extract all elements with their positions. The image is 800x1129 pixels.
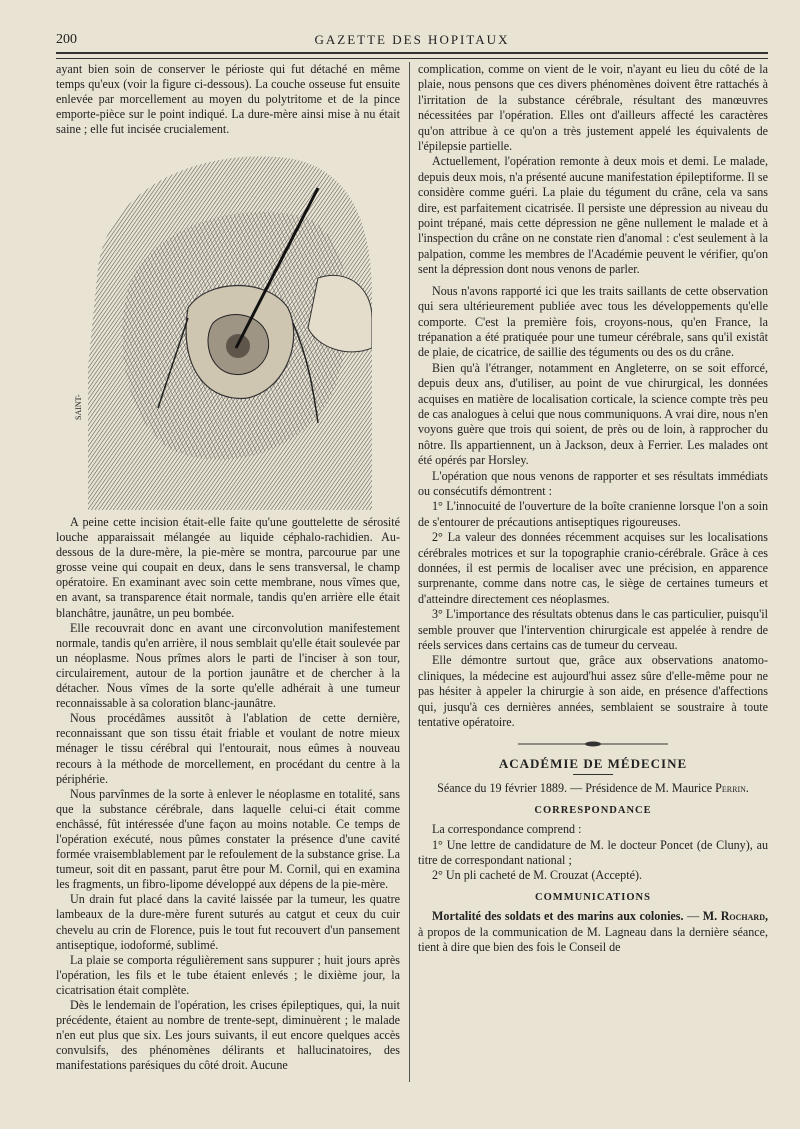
page-number: 200 — [56, 32, 77, 47]
right-column — [418, 62, 768, 955]
left-column-body — [56, 515, 400, 1073]
seance-text: Séance du 19 février 1889. — Présidence de M. Maurice — [437, 781, 716, 796]
left-paragraph-4: Nous parvînmes de la sorte à enlever le néoplasme en totalité, sans que la substance cérébrale, dans laquelle celui-ci était comme enchâssé, fût intéressée d'une façon au moins notable. Ce temps de l'opération exécuté, nous pûmes constater la présence d'une cavité formée vraisemblablement par le refoulement de la substance grise. La tumeur, soit dit en passant, parut être pour M. Cornil, qui en examina les fragments, un fibro-lipome développé aux dépens de la pie-mère. — [56, 786, 400, 892]
correspondance-line-3: 2° Un pli cacheté de M. Crouzat (Accepté). — [432, 868, 643, 883]
correspondance-title: CORRESPONDANCE — [534, 804, 652, 816]
academy-title: ACADÉMIE DE MÉDECINE — [498, 755, 688, 771]
left-paragraph-2: Elle recouvrait donc en avant une circonvolution manifestement normale, tandis qu'en arrière, il nous semblait qu'elle était soulevée par un néoplasme. Nous prîmes alors le parti de l'inciser à son tour, circulairement, autour de la portion jaunâtre et de chercher à la détacher. Nous vîmes de la sorte qu'elle adhérait à une tumeur reconnaissable à sa coloration blanc-jaunâtre. — [56, 620, 400, 711]
figure-signature: SAINT- — [74, 394, 83, 420]
communication-author: M. Rochard, — [702, 909, 769, 924]
seance-line — [418, 781, 768, 796]
ornament-rule — [518, 741, 668, 747]
right-paragraph-3: Nous n'avons rapporté ici que les traits saillants de cette observation qui sera ultérieurement publiée avec tous les développements qu'elle comporte. C'est la première fois, croyons-nous, qu'en France, la trépanation a été pratiquée pour une tumeur cérébrale, sans qu'il existât de plaie, de cicatrice, de saillie des téguments ou des os du crâne. — [418, 283, 768, 360]
academy-rule — [573, 774, 613, 775]
right-paragraph-8: 3° L'importance des résultats obtenus dans le cas particulier, puisqu'il semble prouver que l'intervention chirurgicale est appelée à rendre de réels services dans certains cas de tumeur du cerveau. — [418, 607, 768, 653]
engraving-image — [88, 148, 372, 510]
correspondance-line-2: 1° Une lettre de candidature de M. le docteur Poncet (de Cluny), au titre de correspondant national ; — [418, 837, 768, 867]
column-divider — [409, 62, 410, 1082]
correspondance-line-1: La correspondance comprend : — [432, 822, 582, 837]
left-paragraph-1: A peine cette incision était-elle faite qu'une gouttelette de sérosité louche apparaissait mélangée au liquide céphalo-rachidien. Au-dessous de la dure-mère, la pie-mère se montra, parcourue par une grosse veine qui coupait en deux, dans le sens transversal, le champ opératoire. En examinant avec soin cette membrane, nous vîmes que, en avant, sa transparence était normale, tandis qu'en arrière elle était blanchâtre, jaunâtre, un peu bombée. — [56, 515, 400, 620]
left-paragraph-3: Nous procédâmes aussitôt à l'ablation de cette dernière, reconnaissant que son tissu était friable et voulant de notre mieux ménager le tissu cérébral qui l'entourait, nous eûmes à nouveau recours à la méthode de morcellement, en procédant du centre à la périphérie. — [56, 711, 400, 786]
right-paragraph-9: Elle démontre surtout que, grâce aux observations anatomo-cliniques, la médecine est aujourd'hui assez sûre d'elle-même pour ne pas hésiter à appeler la chirurgie à son aide, en présence d'affections qui, jusqu'à ces dernières années, semblaient se soustraire à toute tentative opératoire. — [418, 653, 768, 730]
right-paragraph-1: complication, comme on vient de le voir, n'ayant eu lieu du côté de la plaie, nous pensons que ces divers phénomènes doivent être rattachés à l'irritation de la substance cérébrale, résultant des manœuvres nécessitées par l'opération. Elles ont d'ailleurs affecté les caractères qu'on attribue à ce qu'on a très justement appelé les équivalents de l'épilepsie partielle. — [418, 62, 768, 154]
right-paragraph-7: 2° La valeur des données récemment acquises sur les localisations cérébrales motrices et sur la topographie cranio-cérébrale. Grâce à ces données, il est permis de localiser avec une précision, en apparence surprenante, comme dans notre cas, le siège de certaines tumeurs et d'atteindre directement ces néoplasmes. — [418, 530, 768, 606]
left-top-paragraph: ayant bien soin de conserver le périoste qui fut détaché en même temps qu'eux (voir la figure ci-dessous). La couche osseuse fut ensuite enlevée par morcellement au moyen du polytritome et de la pince emporte-pièce sur le point indiqué. La dure-mère ainsi mise à nu était saine ; elle fut incisée crucialement. — [56, 62, 400, 137]
left-paragraph-6: La plaie se comporta régulièrement sans suppurer ; huit jours après l'opération, les fils et le tube étaient enlevés ; le dixième jour, la cicatrisation était complète. — [56, 952, 400, 997]
right-paragraph-5: L'opération que nous venons de rapporter et ses résultats immédiats ou consécutifs démontrent : — [418, 468, 768, 498]
page-header — [56, 30, 768, 52]
right-paragraph-6: 1° L'innocuité de l'ouverture de la boîte cranienne lorsque l'on a soin de s'entourer de précautions antiseptiques rigoureuses. — [418, 499, 768, 529]
right-paragraph-4: Bien qu'à l'étranger, notamment en Angleterre, on se soit efforcé, depuis deux ans, d'utiliser, au point de vue chirurgical, les données acquises en matière de localisation corticale, la science compte très peu de cas analogues à celui que nous communiquons. A vrai dire, nous n'en voyons guère que trois qui soient, de près ou de loin, à rapprocher du nôtre. Ils appartiennent, un à Jackson, deux à Ferrier. Les malades ont été opérés par Horsley. — [418, 360, 768, 468]
communications-title: COMMUNICATIONS — [535, 891, 651, 903]
communication-text: à propos de la communication de M. Lagneau dans la dernière séance, tient à dire que bien des fois le Conseil de — [418, 924, 768, 954]
communication-paragraph: Mortalité des soldats et des marins aux colonies. — M. Rochard, à propos de la communication de M. Lagneau dans la dernière séance, tient à dire que bien des fois le Conseil de — [418, 909, 769, 954]
journal-title: GAZETTE DES HOPITAUX — [314, 32, 510, 47]
section-ornament — [418, 736, 768, 751]
left-paragraph-5: Un drain fut placé dans la cavité laissée par la tumeur, les quatre lambeaux de la dure-mère furent suturés au catgut et ceux du cuir chevelu au crin de Florence, puis le tout fut recouvert d'un pansement antiseptique, iodoformé, sublimé. — [56, 892, 400, 952]
left-column-top — [56, 62, 400, 137]
left-paragraph-7: Dès le lendemain de l'opération, les crises épileptiques, qui, la nuit précédente, étaient au nombre de trente-sept, diminuèrent ; le malade n'en eut plus que six. Les jours suivants, il eut encore quelques accès convulsifs, des phénomènes délirants et hallucinatoires, des manifestations parésiques du côté droit. Aucune — [56, 998, 400, 1073]
seance-president: Perrin. — [715, 781, 749, 796]
communication-heading: Mortalité des soldats et des marins aux colonies. — [432, 909, 684, 924]
header-rule — [56, 52, 768, 59]
right-paragraph-2: Actuellement, l'opération remonte à deux mois et demi. Le malade, depuis deux mois, n'a présenté aucune manifestation épileptiforme. Il se considère comme guéri. La plaie du tégument du crâne, cela va sans dire, est parfaitement cicatrisée. Il persiste une dépression au niveau du point trépané, mais cette dépression ne gêne nullement le malade et à l'inspection du crâne on ne constate rien d'anomal : c'est seulement à la palpation, comme les membres de l'Académie peuvent le vérifier, qu'on sent la dépression dont nous venons de parler. — [418, 154, 768, 277]
surgical-illustration — [88, 148, 372, 510]
